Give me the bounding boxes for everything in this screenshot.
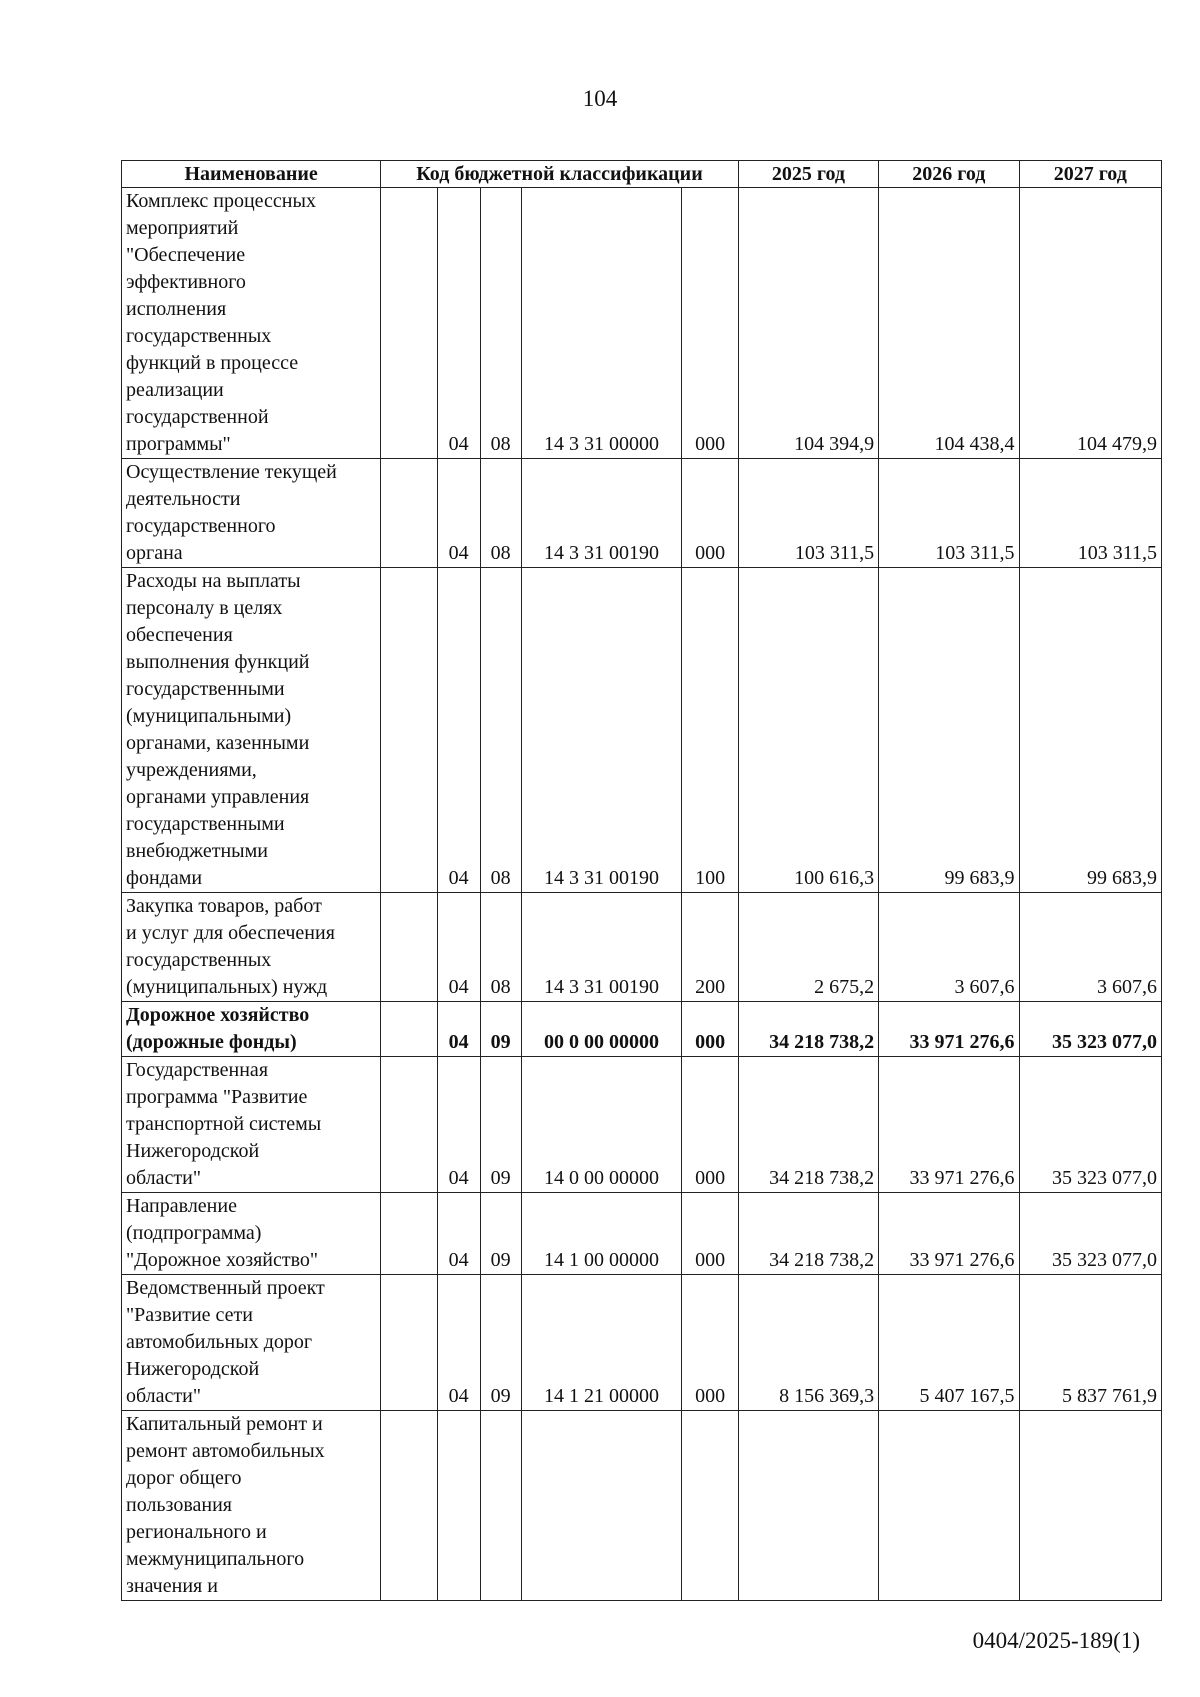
header-name: Наименование bbox=[122, 161, 381, 188]
header-2027: 2027 год bbox=[1019, 161, 1162, 188]
cell-code-section: 04 bbox=[437, 1275, 480, 1411]
cell-value-2027: 35 323 077,0 bbox=[1019, 1002, 1162, 1057]
cell-code-ministry bbox=[381, 893, 437, 1002]
cell-code-section: 04 bbox=[437, 1057, 480, 1193]
cell-code-section: 04 bbox=[437, 1193, 480, 1275]
cell-code-ministry bbox=[381, 1057, 437, 1193]
cell-code-subsection bbox=[480, 1411, 521, 1601]
cell-value-2025: 34 218 738,2 bbox=[738, 1002, 878, 1057]
cell-value-2025: 34 218 738,2 bbox=[738, 1193, 878, 1275]
table-row bbox=[122, 568, 1162, 893]
cell-code-section: 04 bbox=[437, 459, 480, 568]
cell-value-2026: 103 311,5 bbox=[879, 459, 1019, 568]
table-row bbox=[122, 188, 1162, 459]
cell-value-2026: 3 607,6 bbox=[879, 893, 1019, 1002]
table-body bbox=[122, 188, 1162, 1601]
cell-value-2025: 104 394,9 bbox=[738, 188, 878, 459]
cell-code-section: 04 bbox=[437, 568, 480, 893]
cell-code-expense-type: 000 bbox=[682, 1057, 738, 1193]
cell-code-target: 14 3 31 00000 bbox=[521, 188, 682, 459]
cell-code-target: 14 1 00 00000 bbox=[521, 1193, 682, 1275]
cell-name: Расходы на выплаты персоналу в целях обеспечения выполнения функций государственными (муниципальными) органами, казенными учреждениями, органами управления государственными внебюджетными фондами bbox=[122, 568, 381, 893]
cell-code-subsection: 09 bbox=[480, 1002, 521, 1057]
document-number: 0404/2025-189(1) bbox=[972, 1628, 1140, 1653]
table-row bbox=[122, 1275, 1162, 1411]
cell-code-target: 14 3 31 00190 bbox=[521, 893, 682, 1002]
table-header-row bbox=[122, 161, 1162, 188]
cell-code-target: 14 3 31 00190 bbox=[521, 568, 682, 893]
table-row bbox=[122, 1411, 1162, 1601]
cell-code-subsection: 08 bbox=[480, 459, 521, 568]
cell-code-ministry bbox=[381, 459, 437, 568]
cell-value-2026: 5 407 167,5 bbox=[879, 1275, 1019, 1411]
cell-code-target: 14 3 31 00190 bbox=[521, 459, 682, 568]
header-2026: 2026 год bbox=[879, 161, 1019, 188]
cell-code-expense-type: 000 bbox=[682, 1275, 738, 1411]
page-number: 104 bbox=[582, 86, 618, 111]
cell-value-2027: 99 683,9 bbox=[1019, 568, 1162, 893]
cell-code-ministry bbox=[381, 1275, 437, 1411]
cell-code-subsection: 09 bbox=[480, 1057, 521, 1193]
cell-name: Ведомственный проект "Развитие сети автомобильных дорог Нижегородской области" bbox=[122, 1275, 381, 1411]
cell-code-target: 14 0 00 00000 bbox=[521, 1057, 682, 1193]
cell-code-expense-type: 000 bbox=[682, 1193, 738, 1275]
cell-value-2026: 33 971 276,6 bbox=[879, 1193, 1019, 1275]
cell-code-ministry bbox=[381, 1193, 437, 1275]
cell-value-2027: 103 311,5 bbox=[1019, 459, 1162, 568]
cell-code-expense-type bbox=[682, 1411, 738, 1601]
header-2025: 2025 год bbox=[738, 161, 878, 188]
cell-name: Комплекс процессных мероприятий "Обеспечение эффективного исполнения государственных функций в процессе реализации государственной программы" bbox=[122, 188, 381, 459]
cell-value-2027: 104 479,9 bbox=[1019, 188, 1162, 459]
table-row bbox=[122, 1193, 1162, 1275]
cell-value-2025: 103 311,5 bbox=[738, 459, 878, 568]
cell-value-2027 bbox=[1019, 1411, 1162, 1601]
cell-code-section: 04 bbox=[437, 893, 480, 1002]
cell-value-2026: 99 683,9 bbox=[879, 568, 1019, 893]
cell-value-2025: 100 616,3 bbox=[738, 568, 878, 893]
cell-code-expense-type: 000 bbox=[682, 188, 738, 459]
cell-code-target: 00 0 00 00000 bbox=[521, 1002, 682, 1057]
cell-code-subsection: 09 bbox=[480, 1275, 521, 1411]
cell-code-ministry bbox=[381, 1002, 437, 1057]
cell-code-ministry bbox=[381, 1411, 437, 1601]
cell-code-expense-type: 100 bbox=[682, 568, 738, 893]
cell-value-2026: 33 971 276,6 bbox=[879, 1057, 1019, 1193]
cell-value-2025 bbox=[738, 1411, 878, 1601]
cell-code-target: 14 1 21 00000 bbox=[521, 1275, 682, 1411]
table-row bbox=[122, 893, 1162, 1002]
cell-code-target bbox=[521, 1411, 682, 1601]
cell-name: Государственная программа "Развитие транспортной системы Нижегородской области" bbox=[122, 1057, 381, 1193]
cell-value-2025: 2 675,2 bbox=[738, 893, 878, 1002]
table-row bbox=[122, 459, 1162, 568]
cell-name: Направление (подпрограмма) "Дорожное хозяйство" bbox=[122, 1193, 381, 1275]
cell-value-2027: 35 323 077,0 bbox=[1019, 1057, 1162, 1193]
cell-code-ministry bbox=[381, 568, 437, 893]
cell-name: Осуществление текущей деятельности государственного органа bbox=[122, 459, 381, 568]
cell-value-2027: 35 323 077,0 bbox=[1019, 1193, 1162, 1275]
cell-code-subsection: 08 bbox=[480, 893, 521, 1002]
cell-value-2026: 33 971 276,6 bbox=[879, 1002, 1019, 1057]
cell-name: Дорожное хозяйство (дорожные фонды) bbox=[122, 1002, 381, 1057]
cell-code-section: 04 bbox=[437, 1002, 480, 1057]
cell-name: Капитальный ремонт и ремонт автомобильных дорог общего пользования регионального и межмуниципального значения и bbox=[122, 1411, 381, 1601]
cell-code-ministry bbox=[381, 188, 437, 459]
cell-code-subsection: 08 bbox=[480, 568, 521, 893]
cell-code-expense-type: 000 bbox=[682, 459, 738, 568]
cell-code-subsection: 08 bbox=[480, 188, 521, 459]
budget-table bbox=[121, 160, 1162, 1601]
cell-code-expense-type: 000 bbox=[682, 1002, 738, 1057]
cell-code-section bbox=[437, 1411, 480, 1601]
cell-value-2025: 34 218 738,2 bbox=[738, 1057, 878, 1193]
cell-value-2027: 5 837 761,9 bbox=[1019, 1275, 1162, 1411]
cell-name: Закупка товаров, работ и услуг для обеспечения государственных (муниципальных) нужд bbox=[122, 893, 381, 1002]
header-budget-code: Код бюджетной классификации bbox=[381, 161, 739, 188]
table-row bbox=[122, 1002, 1162, 1057]
cell-code-subsection: 09 bbox=[480, 1193, 521, 1275]
cell-value-2026 bbox=[879, 1411, 1019, 1601]
table-row bbox=[122, 1057, 1162, 1193]
cell-code-section: 04 bbox=[437, 188, 480, 459]
cell-code-expense-type: 200 bbox=[682, 893, 738, 1002]
cell-value-2027: 3 607,6 bbox=[1019, 893, 1162, 1002]
cell-value-2025: 8 156 369,3 bbox=[738, 1275, 878, 1411]
cell-value-2026: 104 438,4 bbox=[879, 188, 1019, 459]
